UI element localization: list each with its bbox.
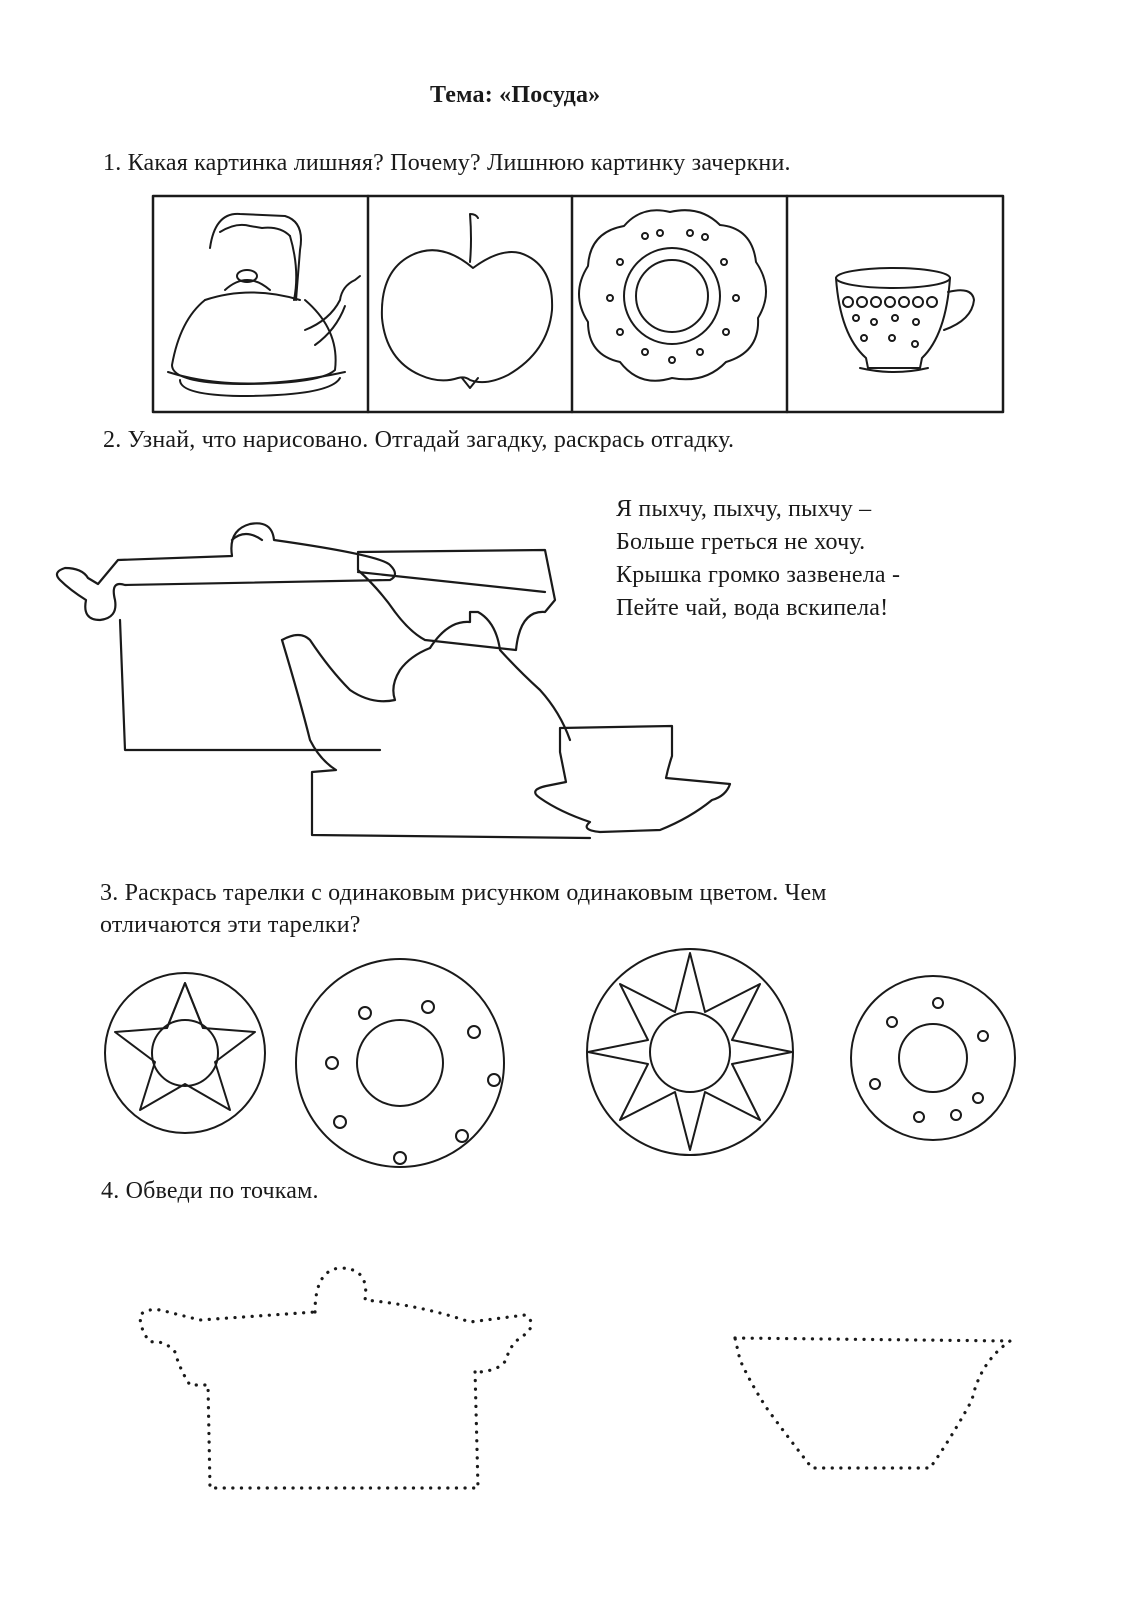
riddle-line: Крышка громко зазвенела - — [616, 562, 901, 588]
dotted-plate-large[interactable] — [296, 959, 504, 1167]
cup-outline — [535, 726, 730, 832]
riddle-line: Больше греться не хочу. — [616, 529, 866, 555]
riddle-line: Я пыхчу, пыхчу, пыхчу – — [616, 496, 872, 522]
apple-icon[interactable] — [382, 214, 552, 388]
kettle-icon[interactable] — [168, 214, 360, 396]
task2-overlapping-dishes[interactable] — [57, 523, 730, 838]
task3-instruction-line2: отличаются эти тарелки? — [100, 912, 361, 938]
page-title: Тема: «Посуда» — [430, 82, 601, 108]
task1-instruction: 1. Какая картинка лишняя? Почему? Лишнюю картинку зачеркни. — [103, 150, 791, 176]
cup-icon[interactable] — [836, 268, 974, 372]
lid-outline — [358, 550, 555, 650]
kettle-outline — [430, 612, 570, 740]
task2-instruction: 2. Узнай, что нарисовано. Отгадай загадку, раскрась отгадку. — [103, 427, 735, 453]
task1-picture-frame — [153, 196, 1003, 412]
saucepan-outline — [57, 523, 395, 750]
dotted-saucepan-trace — [140, 1268, 531, 1488]
riddle-line: Пейте чай, вода вскипела! — [616, 595, 889, 621]
task4-instruction: 4. Обведи по точкам. — [101, 1178, 319, 1204]
plate-icon[interactable] — [579, 210, 766, 381]
dotted-bowl-trace — [735, 1338, 1010, 1468]
star-plate-large[interactable] — [587, 949, 793, 1155]
task3-instruction-line1: 3. Раскрась тарелки с одинаковым рисунком одинаковым цветом. Чем — [100, 880, 827, 906]
dotted-plate-small[interactable] — [851, 976, 1015, 1140]
star-plate-small[interactable] — [105, 973, 265, 1133]
